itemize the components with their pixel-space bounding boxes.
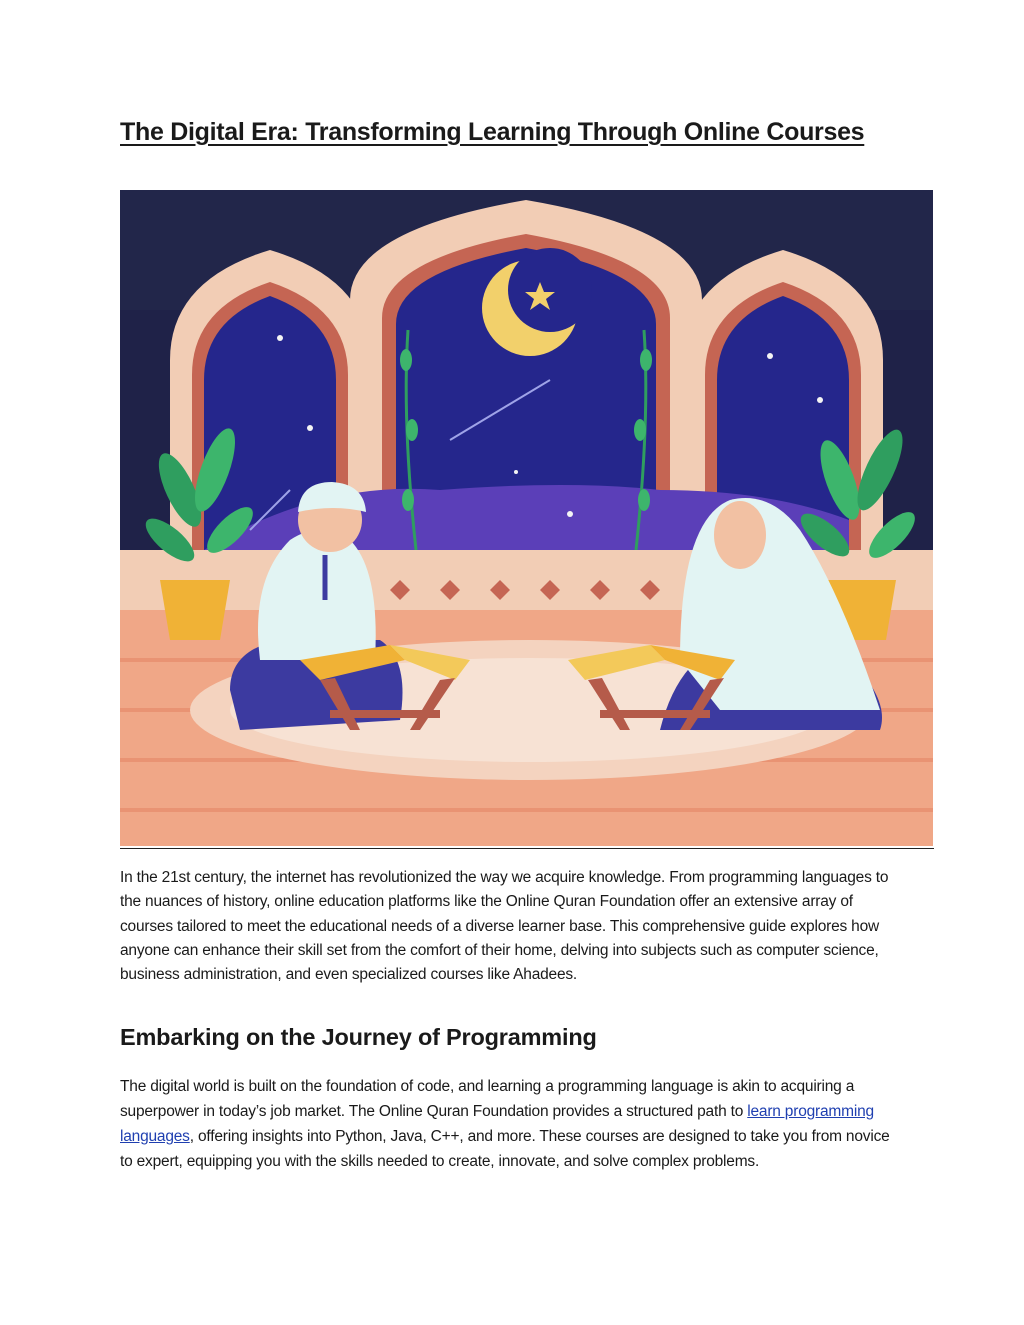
intro-paragraph: In the 21st century, the internet has revolutionized the way we acquire knowledge. From programming languages to the nuances of history, online education platforms like the Online Quran Foundation offer an extensive array of courses tailored to meet the educational needs of a diverse learner base. This comprehensive guide explores how anyone can enhance their skill set from the comfort of their home, delving into subjects such as computer science, business administration, and even specialized courses like Ahadees. <box>120 869 889 984</box>
section-text-after-link: , offering insights into Python, Java, C++, and more. These courses are designed to take you from novice to expert, equipping you with the skills needed to create, innovate, and solve complex problems. <box>120 1128 890 1170</box>
section-heading: Embarking on the Journey of Programming <box>120 1024 597 1050</box>
learn-programming-languages-link[interactable]: learn programming languages <box>120 1103 874 1145</box>
section-paragraph <box>120 1074 900 1174</box>
illustration-icon <box>120 190 933 846</box>
page-title: The Digital Era: Transforming Learning Through Online Courses <box>120 118 865 146</box>
section-text-before-link: The digital world is built on the foundation of code, and learning a programming language is akin to acquiring a superpower in today’s job market. The Online Quran Foundation provides a structured path to <box>120 1078 855 1120</box>
divider-line <box>120 848 934 849</box>
hero-illustration <box>120 190 933 846</box>
